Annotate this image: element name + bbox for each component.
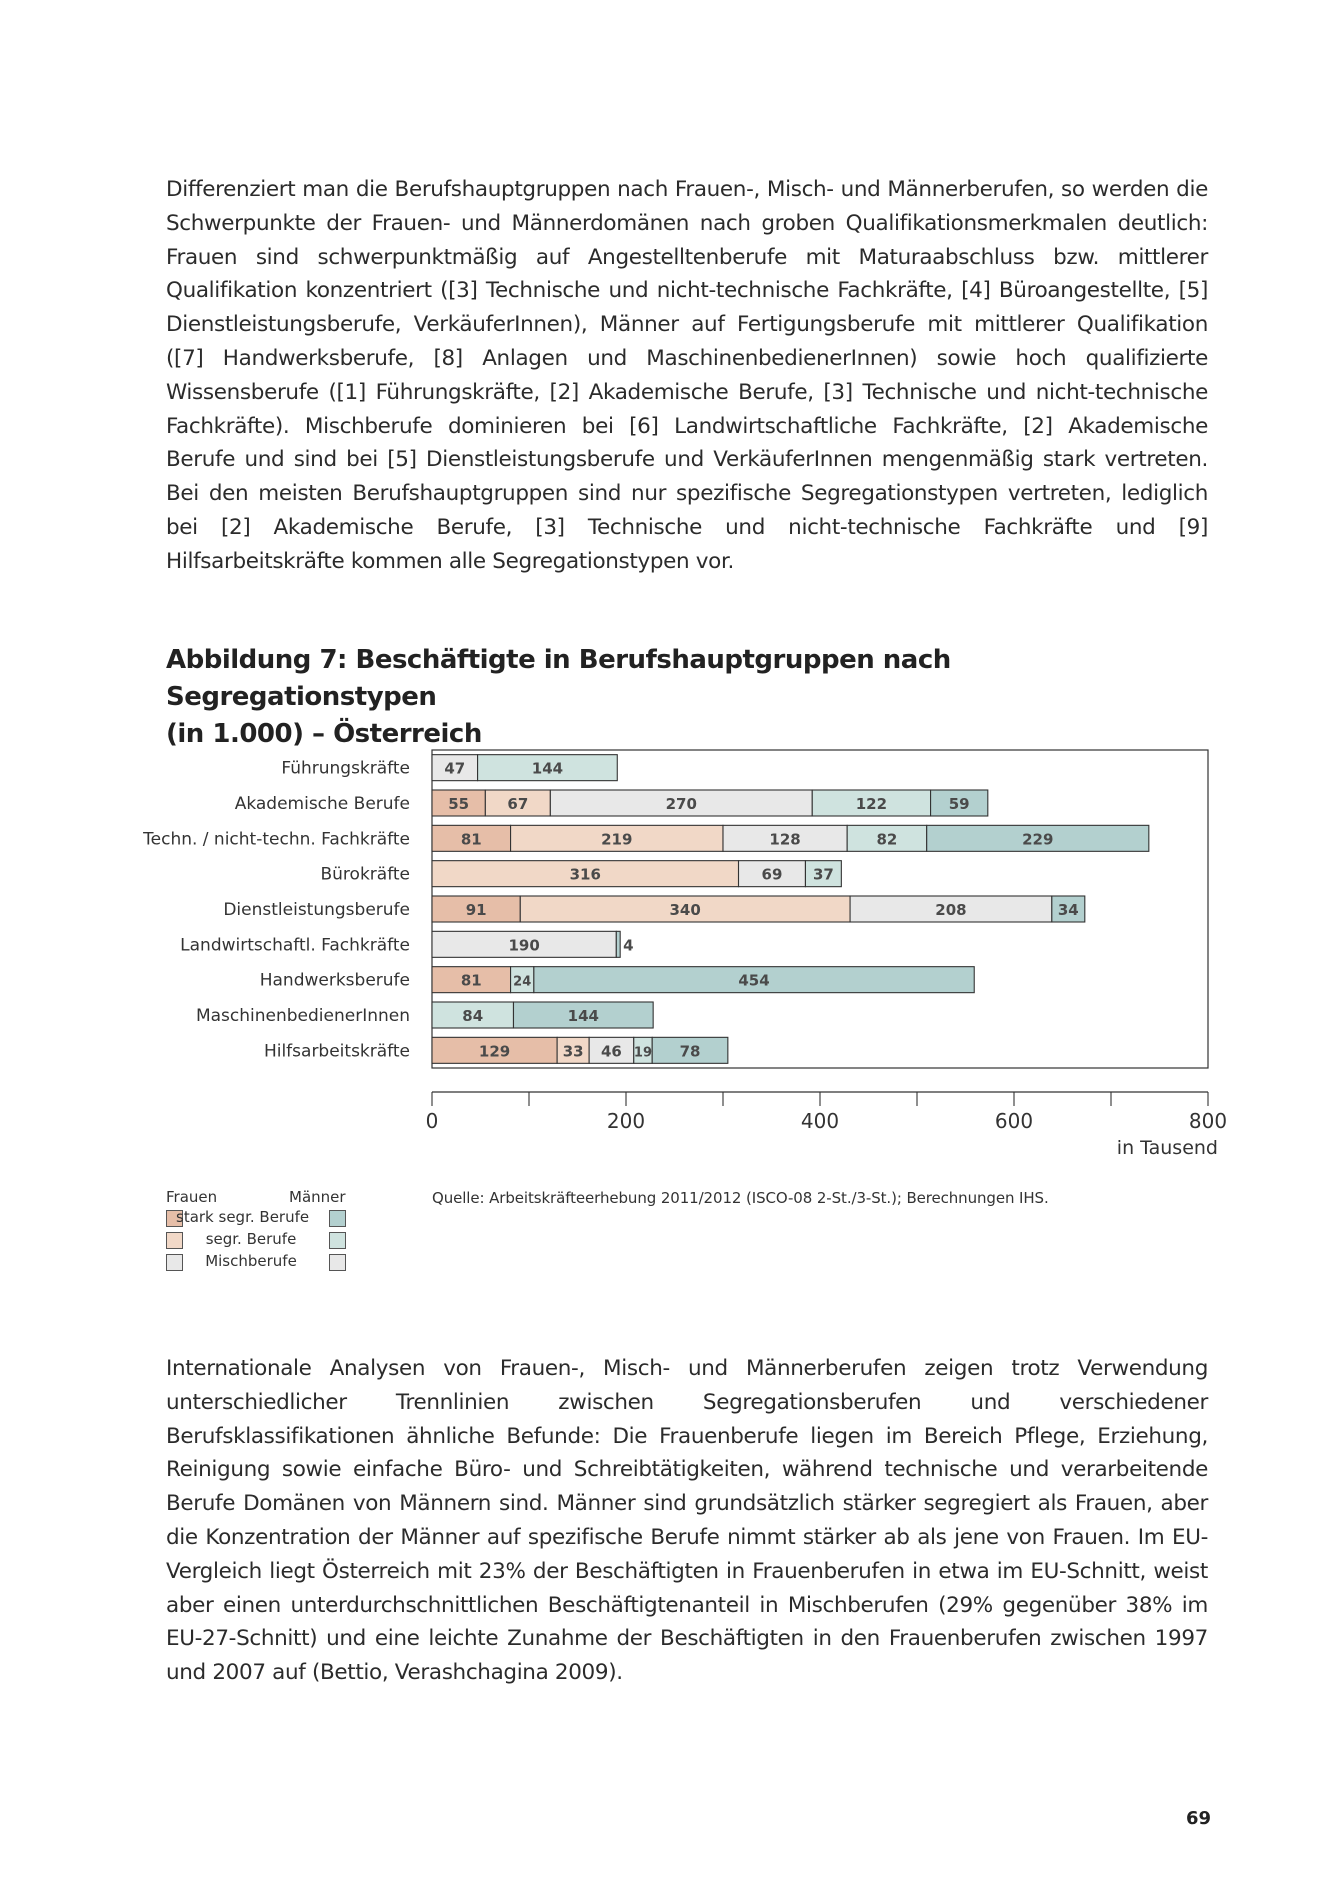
data-label: 81	[460, 830, 482, 849]
x-tick-label: 800	[1188, 1109, 1228, 1133]
category-label: Hilfsarbeitskräfte	[263, 1041, 410, 1062]
data-label: 144	[567, 1007, 599, 1025]
data-label: 219	[601, 830, 633, 849]
legend-swatch-maenner-stark	[329, 1210, 346, 1227]
data-label: 270	[665, 795, 697, 813]
legend-frauen-heading: Frauen	[166, 1188, 218, 1206]
legend-label-stark: stark segr. Berufe	[176, 1208, 310, 1226]
legend-label-segr: segr. Berufe	[205, 1230, 297, 1248]
data-label: 33	[562, 1042, 584, 1061]
data-label: 190	[508, 936, 540, 955]
x-axis-label: in Tausend	[1116, 1137, 1218, 1159]
data-label: 91	[465, 901, 487, 919]
data-label: 55	[448, 795, 470, 813]
category-label: Handwerksberufe	[259, 970, 410, 991]
category-label: Techn. / nicht-techn. Fachkräfte	[143, 829, 410, 850]
category-label: MaschinenbedienerInnen	[195, 1006, 410, 1026]
data-label: 47	[444, 759, 466, 778]
category-label: Landwirtschaftl. Fachkräfte	[180, 935, 410, 956]
figure-title-line-2: (in 1.000) – Österreich	[166, 719, 482, 749]
x-tick-label: 0	[425, 1109, 439, 1133]
legend-label-misch: Mischberufe	[205, 1252, 297, 1270]
data-label: 78	[679, 1042, 701, 1061]
data-label: 454	[738, 971, 770, 990]
figure-title-line-1: Abbildung 7: Beschäftigte in Berufshauptgruppen nach Segregationstypen	[166, 645, 951, 712]
data-label: 46	[601, 1042, 622, 1061]
data-label: 129	[478, 1042, 511, 1061]
category-label: Führungskräfte	[281, 758, 410, 779]
data-label: 24	[513, 974, 532, 990]
x-tick-label: 400	[800, 1109, 840, 1133]
x-tick-label: 200	[606, 1109, 646, 1133]
figure-source: Quelle: Arbeitskräfteerhebung 2011/2012 (ISCO-08 2-St./3-St.); Berechnungen IHS.	[432, 1189, 1049, 1207]
data-label: 122	[855, 795, 888, 813]
body-paragraph-2	[166, 1352, 1208, 1690]
data-label: 81	[460, 971, 482, 990]
data-label: 82	[876, 830, 898, 849]
paragraph-text: Internationale Analysen von Frauen-, Misch- und Männerberufen zeigen trotz Verwendung unterschiedlicher Trennlinien zwischen Segregationsberufen und verschiedener Berufsklassifikationen ähnliche Befunde: Die Frauenberufe liegen im Bereich Pflege, Erziehung, Reinigung sowie einfache Büro- und Schreibtätigkeiten, während technische und verarbeitende Berufe Domänen von Männern sind. Männer sind grundsätzlich stärker segregiert als Frauen, aber die Konzentration der Männer auf spezifische Berufe nimmt stärker ab als jene von Frauen. Im EU-Vergleich liegt Österreich mit 23% der Beschäftigten in Frauenberufen in etwa im EU-Schnitt, weist aber einen unterdurchschnittlichen Beschäftigtenanteil in Mischberufen (29% gegenüber 38% im EU-27-Schnitt) und eine leichte Zunahme der Beschäftigten in den Frauenberufen zwischen 1997 und 2007 auf (Bettio, Verashchagina 2009).	[166, 1356, 1208, 1686]
data-label: 4	[623, 936, 634, 955]
data-label: 229	[1022, 830, 1054, 849]
data-label: 316	[569, 865, 601, 884]
data-label: 84	[462, 1007, 484, 1025]
data-label: 19	[633, 1045, 653, 1061]
data-label: 144	[531, 759, 564, 778]
data-label: 34	[1057, 901, 1079, 919]
page-number: 69	[1186, 1808, 1212, 1829]
category-label: Dienstleistungsberufe	[223, 900, 410, 920]
category-label: Bürokräfte	[320, 864, 410, 885]
data-label: 69	[761, 865, 783, 884]
legend-swatch-frauen-misch	[166, 1254, 183, 1271]
data-label: 67	[507, 795, 529, 813]
legend-swatch-maenner-segr	[329, 1232, 346, 1249]
legend-swatch-frauen-segr	[166, 1232, 183, 1249]
bar-segment	[616, 931, 620, 957]
data-label: 340	[669, 901, 701, 919]
legend-swatch-maenner-misch	[329, 1254, 346, 1271]
data-label: 208	[935, 901, 967, 919]
data-label: 128	[769, 830, 801, 849]
legend-maenner-heading: Männer	[289, 1188, 346, 1206]
data-label: 37	[812, 865, 834, 884]
paragraph-text: Differenziert man die Berufshauptgruppen nach Frauen-, Misch- und Männerberufen, so werden die Schwerpunkte der Frauen- und Männerdomänen nach groben Qualifikationsmerkmalen deutlich: Frauen sind schwerpunktmäßig auf Angestelltenberufe mit Maturaabschluss bzw. mittlerer Qualifikation konzentriert ([3] Technische und nicht-technische Fachkräfte, [4] Büroangestellte, [5] Dienstleistungsberufe, VerkäuferInnen), Männer auf Fertigungsberufe mit mittlerer Qualifikation ([7] Handwerksberufe, [8] Anlagen und MaschinenbedienerInnen) sowie hoch qualifizierte Wissensberufe ([1] Führungskräfte, [2] Akademische Berufe, [3] Technische und nicht-technische Fachkräfte). Mischberufe dominieren bei [6] Landwirtschaftliche Fachkräfte, [2] Akademische Berufe und sind bei [5] Dienstleistungsberufe und VerkäuferInnen mengenmäßig stark vertreten. Bei den meisten Berufshauptgruppen sind nur spezifische Segregationstypen vertreten, lediglich bei [2] Akademische Berufe, [3] Technische und nicht-technische Fachkräfte und [9] Hilfsarbeitskräfte kommen alle Segregationstypen vor.	[166, 177, 1208, 574]
data-label: 59	[948, 795, 970, 813]
category-label: Akademische Berufe	[234, 794, 410, 814]
x-tick-label: 600	[994, 1109, 1034, 1133]
